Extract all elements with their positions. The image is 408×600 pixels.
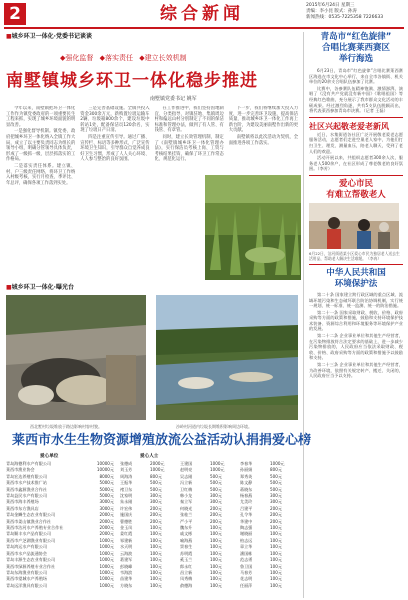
paragraph: 6月23日，青岛市“红色旋律”合唱比赛莱西赛区海选在市文化中心举行，来自全市各镇街、机关单位的20余支合唱队伍参加了比赛。 <box>309 68 403 85</box>
donation-amount: 100元 <box>210 537 222 543</box>
donor-person-name: 卫红梅 <box>180 486 193 492</box>
article-photo-grass <box>205 175 301 280</box>
donor-person-name: 戚文彬 <box>180 531 193 537</box>
donation-amount: 500元 <box>270 480 282 486</box>
volunteer-photo-caption: 6月22日，沽河街道某小区爱心市民为独居老人送去生活用品，帮助老人解决生活难题。（李冉） <box>309 250 400 261</box>
section-title: 综合新闻 <box>160 4 244 24</box>
donation-amount: 100元 <box>150 576 162 582</box>
donation-amount: 100元 <box>210 576 222 582</box>
page-header <box>0 0 408 28</box>
story2-title: 社区兴起敬老爱老新风 <box>309 121 389 131</box>
donor-person-name: 冯立新 <box>180 480 193 486</box>
paragraph: 第二十二条 企业事业单位和其他生产经营者，在污染物排放符合法定要求的基础上，进一步减少污染物排放的，人民政府应当依法采取财政、税收、价格、政府采购等方面的政策和措施予以鼓励和支持。 <box>309 333 403 361</box>
donor-person-name: 韦海滨 <box>120 569 133 575</box>
issue-date: 2015年6月24日 星期三 <box>306 3 355 8</box>
donor-unit-name: 青岛海德利水产有限公司 <box>6 461 52 466</box>
donor-unit-name: 青岛东海渔业有限公司 <box>6 569 47 575</box>
donation-amount: 5000元 <box>99 480 114 486</box>
donation-title: 莱西市水生生物资源增殖放流公益活动认捐捐爱心榜 <box>12 433 312 448</box>
donation-amount: 100元 <box>270 569 282 575</box>
issue-meta <box>306 3 402 21</box>
donation-amount: 100元 <box>150 557 162 563</box>
donor-person-name: 方晓东 <box>120 582 133 588</box>
donation-amount: 500元 <box>270 486 282 492</box>
donor-person-name: 郎永红 <box>180 563 193 569</box>
donor-person-name: 鲁卫国 <box>240 563 253 569</box>
donor-person-name: 褚卫东 <box>120 486 133 492</box>
donation-amount: 1000元 <box>210 467 225 473</box>
donation-amount: 1000元 <box>99 537 114 543</box>
donor-person-name: 彭晓峰 <box>120 563 133 569</box>
donation-amount: 8000元 <box>99 473 114 479</box>
donor-person-name: 朱永刚 <box>120 499 133 505</box>
donation-amount: 3000元 <box>99 505 114 511</box>
donation-amount: 100元 <box>210 582 222 588</box>
donor-person-name: 蒋晓东 <box>240 486 253 492</box>
paragraph: 下一步，我们将继续加大投入力度，进一步完善环卫设施，提高保洁质量，推动城乡环卫一体化工作再上新台阶，为建设美丽南墅作出新的更大贡献。 <box>228 106 298 134</box>
donor-person-name: 任丽萍 <box>240 582 253 588</box>
donation-amount: 500元 <box>270 473 282 479</box>
donor-person-name: 张德成 <box>120 461 133 466</box>
donor-person-name: 葛建军 <box>120 557 133 563</box>
donor-person-name: 张桂兰 <box>180 512 193 518</box>
donor-unit-name: 莱西市水产技术推广站 <box>6 480 47 486</box>
donation-amount: 100元 <box>150 544 162 550</box>
donor-unit-name: 青岛鸿运水产有限公司 <box>6 544 47 550</box>
donor-person-name: 姜红霞 <box>120 531 133 537</box>
donation-amount: 100元 <box>210 531 222 537</box>
donor-person-name: 范志勇 <box>240 557 253 563</box>
donor-person-name: 许宏伟 <box>120 505 133 511</box>
donor-person-name: 凤秀梅 <box>180 576 193 582</box>
donor-person-name: 尤美玲 <box>240 499 253 505</box>
story2-body <box>309 132 403 172</box>
donation-amount: 100元 <box>150 582 162 588</box>
donation-amount: 200元 <box>210 505 222 511</box>
donation-amount: 1000元 <box>210 461 225 466</box>
donation-amount: 200元 <box>210 512 222 518</box>
donor-person-name: 窦春生 <box>180 544 193 550</box>
donation-amount: 500元 <box>150 480 162 486</box>
donor-person-name: 陈文静 <box>240 480 253 486</box>
paragraph: 南墅镇将以此次活动为契机，全面推进各项工作落实。 <box>228 134 298 146</box>
photo-river-garbage <box>156 295 298 420</box>
donor-person-name: 潘国栋 <box>240 550 253 556</box>
donation-amount: 1000元 <box>99 563 114 569</box>
donor-unit-name: 莱西市产芝湖渔业有限公司 <box>6 537 56 543</box>
donation-amount: 1000元 <box>150 467 165 473</box>
donor-person-name: 杨春燕 <box>240 493 253 499</box>
donor-person-name: 柏志远 <box>240 537 253 543</box>
photo-caption-left: 西北墅村垃圾堆放于路边影响村容村貌。 <box>30 424 102 429</box>
donor-unit-name: 莱西市东方渔具店 <box>6 505 39 511</box>
donation-amount: 300元 <box>210 493 222 499</box>
donor-person-name: 秦立军 <box>180 499 193 505</box>
donor-unit-name: 莱西市望城水产养殖场 <box>6 576 47 582</box>
donation-amount: 300元 <box>270 499 282 505</box>
donation-amount: 1000元 <box>99 582 114 588</box>
donation-amount: 100元 <box>150 531 162 537</box>
donor-person-name: 章立华 <box>240 544 253 550</box>
donation-amount: 200元 <box>270 512 282 518</box>
donor-unit-name: 莱西市渔业协会 <box>6 467 35 473</box>
donation-amount: 1000元 <box>99 550 114 556</box>
story3-title-line2: 有难立帮敬老人 <box>326 189 386 200</box>
donation-amount: 100元 <box>150 537 162 543</box>
donor-person-name: 周海涛 <box>120 473 133 479</box>
story4-title-line2: 环境保护法 <box>334 278 378 289</box>
donation-amount: 100元 <box>150 563 162 569</box>
donor-person-name: 陶志强 <box>240 525 253 531</box>
donor-person-name: 俞德海 <box>180 582 193 588</box>
donor-person-name: 施国庆 <box>120 512 133 518</box>
issue-editor: 责编：李小昆 版式：孙涛 <box>306 9 357 14</box>
donation-amount: 200元 <box>150 512 162 518</box>
tag-square-icon: ■ <box>6 284 12 291</box>
article-column-2 <box>80 106 149 282</box>
header-rule <box>4 27 404 29</box>
donation-amount: 100元 <box>210 525 222 531</box>
paragraph: 四是注重宣传引导。通过广播、宣传栏、标语等多种形式，广泛宣传环境卫生知识，引导群众自觉养成良好卫生习惯，形成了人人关心环境、人人参与整治的良好氛围。 <box>80 134 150 163</box>
donation-person-header: 爱心人士 <box>140 454 159 459</box>
donation-amount: 500元 <box>210 480 222 486</box>
donation-amount: 2000元 <box>99 518 114 524</box>
paragraph: 比赛中，各参赛队伍精神饱满、激情澎湃，演唱了《没有共产党就没有新中国》《歌唱祖国》等经典红色歌曲，充分展示了我市群众文化活动的丰硕成果。经过激烈角逐，共有5支队伍脱颖而出，将代表莱西参加青岛市决赛。（记者 王磊） <box>309 85 403 114</box>
paragraph: 第二十一条 国家采取财政、税收、价格、政府采购等方面的政策和措施，鼓励和支持环境保护技术装备、资源综合利用和环境服务等环境保护产业的发展。 <box>309 309 403 332</box>
donor-person-name: 喻海燕 <box>180 537 193 543</box>
donation-amount: 100元 <box>270 582 282 588</box>
donor-person-name: 云海波 <box>120 550 133 556</box>
donation-amount: 3000元 <box>99 499 114 505</box>
donor-person-name: 何晓光 <box>180 505 193 511</box>
donor-person-name: 沈家明 <box>120 493 133 499</box>
photo-section-tag <box>6 284 74 292</box>
donation-amount: 10000元 <box>96 467 114 473</box>
donor-unit-name: 莱西市海丰养殖场 <box>6 499 39 505</box>
donor-person-name: 曹德胜 <box>120 518 133 524</box>
donor-person-name: 孙丽娟 <box>240 467 253 473</box>
donor-person-name: 吴志刚 <box>180 473 193 479</box>
donor-person-name: 王振华 <box>120 480 133 486</box>
donor-unit-name: 莱西市鑫源渔业合作社 <box>6 486 47 492</box>
divider <box>309 175 403 176</box>
donation-amount: 200元 <box>150 518 162 524</box>
donation-unit-list <box>6 461 114 589</box>
donation-amount: 100元 <box>270 537 282 543</box>
article-tag-text: 城乡环卫一体化·党委书记谈谈 <box>11 33 92 40</box>
donor-person-name: 王建国 <box>180 461 193 466</box>
photo-volunteer <box>309 203 399 249</box>
donor-person-name: 吕建平 <box>240 505 253 511</box>
article-byline: 南墅镇党委书记 姚军 <box>150 96 197 102</box>
story1-title-line3: 举行海选 <box>338 54 373 64</box>
donation-amount: 300元 <box>210 499 222 505</box>
donation-amount: 2000元 <box>99 525 114 531</box>
donor-person-name: 奚玉兰 <box>180 557 193 563</box>
donor-person-name: 邹建新 <box>120 537 133 543</box>
donation-unit-row <box>6 583 114 589</box>
donor-person-name: 刘玉芳 <box>120 467 133 473</box>
donation-amount: 2000元 <box>150 461 165 466</box>
donation-person-list <box>120 461 298 589</box>
donor-person-name: 金玉凤 <box>120 525 133 531</box>
donation-amount: 100元 <box>270 576 282 582</box>
donation-amount: 800元 <box>150 473 162 479</box>
donation-amount: 10000元 <box>96 461 114 466</box>
article-subheadline: ◆强化监督 ◆落实责任 ◆建立长效机制 <box>60 54 187 62</box>
story1-title-line1: 青岛市“红色旋律” <box>320 32 392 42</box>
donor-unit-name: 青岛远洋渔具有限公司 <box>6 582 47 588</box>
donor-person-name: 水天明 <box>120 544 133 550</box>
photo-roadside-garbage <box>6 295 146 420</box>
paragraph: 近日，水集街道各社区广泛开展敬老爱老志愿服务活动，志愿者们走进空巢老人家中，为他们打扫卫生、理发、测量血压，陪老人聊天，受到了老人们的欢迎。 <box>309 131 403 154</box>
donor-unit-name: 莱西市水产品流通协会 <box>6 550 47 556</box>
donation-amount: 2000元 <box>99 512 114 518</box>
article-column-1 <box>6 106 75 282</box>
donor-person-name: 花志明 <box>240 576 253 582</box>
page-number: 2 <box>4 3 26 25</box>
donor-person-name: 赵明亮 <box>180 467 193 473</box>
donation-person-row <box>120 583 298 589</box>
paragraph: 三是完善基础设施。全镇共投入资金300余万元，新购置垃圾运输车2辆、垃圾箱800余个，建设垃圾中转站1处，配备保洁员120余名，实现了垃圾日产日清。 <box>80 106 150 134</box>
donor-person-name: 谢晓丽 <box>240 531 253 537</box>
donor-person-name: 严小平 <box>180 518 193 524</box>
donation-amount: 100元 <box>270 563 282 569</box>
donor-unit-name: 莱西市姜山镇渔业合作社 <box>6 518 52 524</box>
donation-amount: 1000元 <box>99 576 114 582</box>
donor-unit-name: 青岛顺丰水产品有限公司 <box>6 531 52 537</box>
story4-body <box>309 292 403 379</box>
paragraph: 同时，建立长效管理机制，制定了《南墅镇城乡环卫一体化管理办法》，实行保洁员考核上岗、工资与考核结果挂钩，确保了环卫工作常态化、规范化运行。 <box>154 134 224 163</box>
donation-amount: 800元 <box>270 467 282 473</box>
donor-unit-name: 莱西市绿源养殖专业合作社 <box>6 563 56 569</box>
paragraph: 一是强化督导机制。镇党委、政府把城乡环卫一体化纳入全镇工作大局，成立了以主要负责同志为组长的领导小组，明确分管领导具体负责，形成了一级抓一级、层层抓落实的工作格局。 <box>6 129 76 163</box>
donor-unit-name: 青岛宏达养殖有限公司 <box>6 473 47 479</box>
paragraph: 活动开展以来，共组织志愿者300余人次，服务老人500余户，在社区形成了尊老敬老的良好氛围。（李芳） <box>309 155 403 172</box>
story1-title-line2: 合唱比赛莱西赛区 <box>321 43 390 53</box>
donor-unit-name: 青岛益民水产有限公司 <box>6 493 47 499</box>
donation-amount: 500元 <box>150 486 162 492</box>
donor-person-name: 昌立新 <box>180 569 193 575</box>
donation-amount: 200元 <box>210 518 222 524</box>
donor-person-name: 李春华 <box>240 461 253 466</box>
paragraph: 今年以来，南墅镇把环卫一体化工作作为镇党委政府的一项重要民生工程来抓，实现了城乡环境面貌的明显改善。 <box>6 106 76 128</box>
story3-title-line1: 爱心市民 <box>338 178 373 189</box>
donor-person-name: 郑秀英 <box>240 473 253 479</box>
story1-body <box>309 68 403 114</box>
donor-person-name: 华建中 <box>240 518 253 524</box>
donation-amount: 300元 <box>270 493 282 499</box>
donation-amount: 2000元 <box>99 531 114 537</box>
donation-amount: 200元 <box>270 518 282 524</box>
donor-person-name: 孔令华 <box>240 512 253 518</box>
donation-amount: 500元 <box>210 486 222 492</box>
article-column-4 <box>229 106 298 174</box>
donor-person-name: 韩小龙 <box>180 493 193 499</box>
donation-amount: 1000元 <box>99 544 114 550</box>
donation-amount: 5000元 <box>99 493 114 499</box>
donation-amount: 100元 <box>150 569 162 575</box>
right-column <box>303 32 403 598</box>
donor-person-name: 苏明霞 <box>180 550 193 556</box>
photo-caption-right: 沙岭村河道内垃圾长期堆积影响周边环境。 <box>176 424 252 429</box>
paragraph: 二是落实责任体系。建立镇、村、户三级责任网络，将环卫工作纳入村级考核，实行月检查、季评比、年总评，确保各项工作落到实处。 <box>6 163 76 186</box>
donation-unit-header: 爱心单位 <box>40 454 59 459</box>
donor-person-name: 苗建华 <box>120 576 133 582</box>
donor-person-name: 马春芳 <box>240 569 253 575</box>
donor-unit-name: 莱西市沽河水产养殖专业合作社 <box>6 525 64 531</box>
issue-phone: 新闻热线：0535-7225358 7226633 <box>306 15 384 20</box>
donation-amount: 1000元 <box>99 569 114 575</box>
donor-unit-name: 青岛丰源生态农业有限公司 <box>6 557 56 563</box>
donation-amount: 1000元 <box>99 557 114 563</box>
photo-section-tag-text: 城乡环卫一体化·曝光台 <box>11 284 74 291</box>
donation-amount: 1000元 <box>270 461 285 466</box>
donation-amount: 100元 <box>210 544 222 550</box>
donation-amount: 200元 <box>270 505 282 511</box>
donation-amount: 100元 <box>270 525 282 531</box>
donation-amount: 5000元 <box>99 486 114 492</box>
donation-amount: 100元 <box>270 557 282 563</box>
story4-title-line1: 中华人民共和国 <box>326 267 386 278</box>
donation-amount: 200元 <box>150 505 162 511</box>
donation-amount: 100元 <box>270 531 282 537</box>
donation-amount: 100元 <box>210 550 222 556</box>
paragraph: 在工作推进中，我们坚持因地制宜、分类指导，对镇驻地、集镇周边村和偏远山村分别制定了不同的保洁标准和管理办法，做到了有人管、有钱管、有章管。 <box>154 106 224 134</box>
donor-person-name: 魏东升 <box>180 525 193 531</box>
donation-amount: 300元 <box>150 493 162 499</box>
donation-amount: 100元 <box>210 563 222 569</box>
donation-amount: 100元 <box>150 550 162 556</box>
article-tag <box>6 33 92 41</box>
donation-amount: 100元 <box>270 550 282 556</box>
tag-square-icon: ■ <box>6 33 12 40</box>
donation-amount: 100元 <box>150 525 162 531</box>
article-headline: 南墅镇城乡环卫一体化稳步推进 <box>6 71 258 91</box>
donation-amount: 300元 <box>150 499 162 505</box>
paragraph: 第二十条 国家建立跨行政区域的重点区域、流域环境污染和生态破坏联合防治协调机制，实行统一规划、统一标准、统一监测、统一的防治措施。 <box>309 291 403 309</box>
donation-amount: 500元 <box>210 473 222 479</box>
donation-amount: 100元 <box>210 557 222 563</box>
donation-amount: 100元 <box>210 569 222 575</box>
donor-unit-name: 青岛金鳞生态农业有限公司 <box>6 512 56 518</box>
paragraph: 第二十三条 企业事业单位和其他生产经营者，为改善环境，依照有关规定转产、搬迁、关闭的，人民政府应当予以支持。 <box>309 362 403 379</box>
donation-amount: 100元 <box>270 544 282 550</box>
divider <box>309 117 403 118</box>
divider <box>309 264 403 265</box>
